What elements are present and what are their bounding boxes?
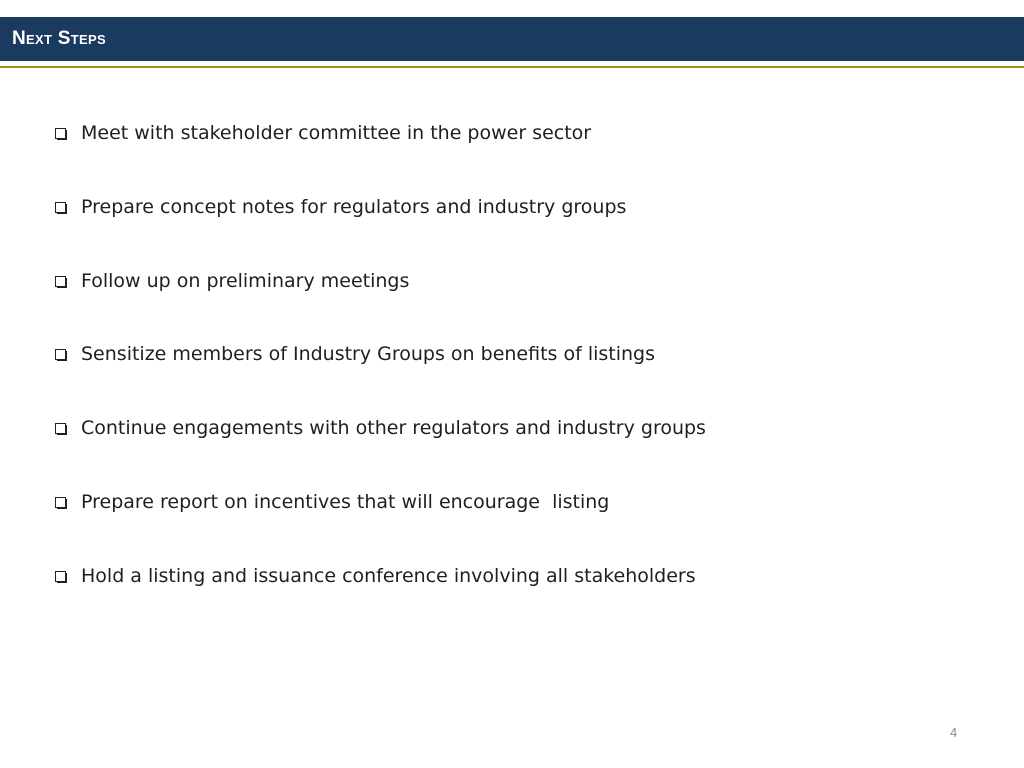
checkbox-icon (55, 349, 66, 360)
title-bar (0, 17, 1024, 61)
checkbox-icon (55, 423, 66, 434)
bullet-text: Prepare report on incentives that will encourage listing (81, 490, 610, 513)
checkbox-icon (55, 202, 66, 213)
bullet-item (55, 196, 706, 270)
bullet-item (55, 343, 706, 417)
checkbox-icon (55, 276, 66, 287)
checkbox-icon (55, 128, 66, 139)
bullet-item (55, 122, 706, 196)
slide-title: Next Steps (12, 28, 106, 49)
bullet-text: Sensitize members of Industry Groups on benefits of listings (81, 343, 656, 366)
bullet-text: Prepare concept notes for regulators and industry groups (81, 195, 627, 218)
bullet-text: Hold a listing and issuance conference involving all stakeholders (81, 564, 696, 587)
checkbox-icon (55, 571, 66, 582)
bullet-item (55, 270, 706, 344)
bullet-text: Continue engagements with other regulators and industry groups (81, 417, 706, 440)
bullet-text: Meet with stakeholder committee in the power sector (81, 122, 592, 144)
bullet-item (55, 417, 706, 491)
bullet-text: Follow up on preliminary meetings (81, 269, 410, 292)
page-number: 4 (950, 725, 958, 740)
bullet-list (55, 122, 706, 639)
bullet-item (55, 491, 706, 565)
checkbox-icon (55, 497, 66, 508)
title-divider (0, 66, 1024, 68)
bullet-item (55, 565, 706, 639)
